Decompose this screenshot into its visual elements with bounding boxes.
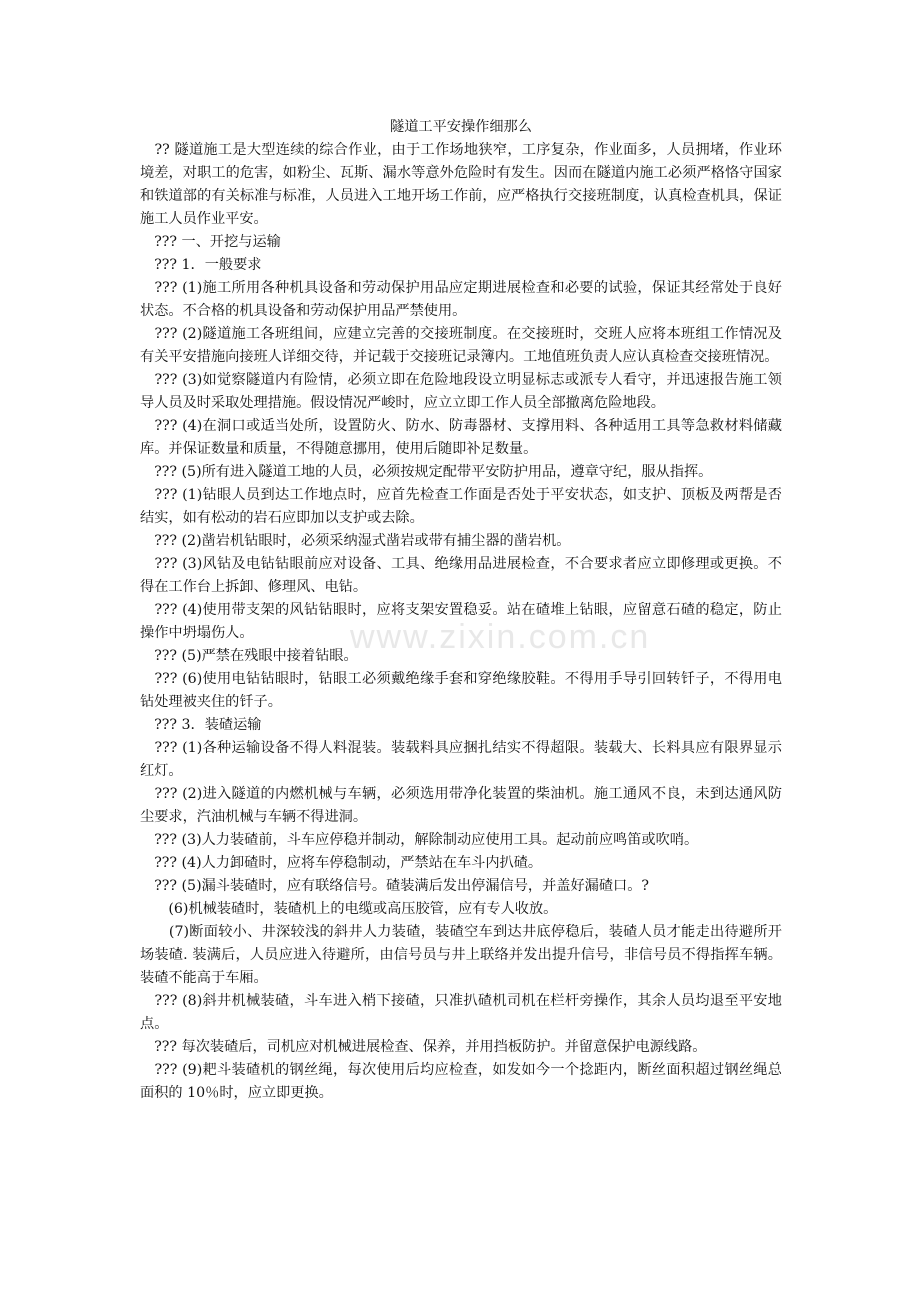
paragraph: ??? (2)凿岩机钻眼时，必须采纳湿式凿岩或带有捕尘器的凿岩机。 — [140, 533, 571, 549]
document-body — [140, 116, 782, 1105]
paragraph: ??? (9)耙斗装碴机的钢丝绳，每次使用后均应检查，如发如今一个捻距内，断丝面积超过钢丝绳总面积的 10％时，应立即更换。 — [140, 1062, 782, 1101]
section-heading: ??? 一、开挖与运输 — [140, 234, 281, 250]
paragraph: (7)断面较小、井深较浅的斜井人力装碴，装碴空车到达井底停稳后，装碴人员才能走出待避所开场装碴. 装满后，人员应进入待避所，由信号员与井上联络并发出提升信号，非信号员不得指挥车辆。装碴不能高于车厢。 — [140, 924, 782, 986]
paragraph: ??? (8)斜井机械装碴，斗车进入梢下接碴，只准扒碴机司机在栏杆旁操作，其余人员均退至平安地点。 — [140, 993, 782, 1032]
subsection-heading: ??? 1．一般要求 — [140, 257, 262, 273]
paragraph: ??? (5)所有进入隧道工地的人员，必须按规定配带平安防护用品，遵章守纪，服从指挥。 — [140, 464, 713, 480]
paragraph: ??? (3)风钻及电钻钻眼前应对设备、工具、绝缘用品进展检查，不合要求者应立即修理或更换。不得在工作台上拆卸、修理风、电钻。 — [140, 556, 782, 595]
paragraph: ??? (2)隧道施工各班组间，应建立完善的交接班制度。在交接班时，交班人应将本班组工作情况及有关平安措施向接班人详细交待，并记载于交接班记录簿内。工地值班负责人应认真检查交接班情况。 — [140, 326, 782, 365]
paragraph: ??? (4)使用带支架的风钻钻眼时，应将支架安置稳妥。站在碴堆上钻眼，应留意石碴的稳定，防止操作中坍塌伤人。 — [140, 602, 782, 641]
paragraph: ??? 每次装碴后，司机应对机械进展检查、保养，并用挡板防护。并留意保护电源线路。 — [140, 1039, 707, 1055]
watermark: www.zixin.com.cn — [350, 618, 651, 656]
paragraph: ??? (1)施工所用各种机具设备和劳动保护用品应定期进展检查和必要的试验，保证其经常处于良好状态。不合格的机具设备和劳动保护用品严禁使用。 — [140, 280, 782, 319]
paragraph: ??? (1)各种运输设备不得人料混装。装载料具应捆扎结实不得超限。装载大、长料具应有限界显示红灯。 — [140, 740, 782, 779]
document-title: 隧道工平安操作细那么 — [390, 119, 532, 135]
paragraph: ??? (3)如觉察隧道内有险情，必须立即在危险地段设立明显标志或派专人看守，并迅速报告施工领导人员及时采取处理措施。假设情况严峻时，应立立即工作人员全部撤离危险地段。 — [140, 372, 782, 411]
paragraph: ??? (6)使用电钻钻眼时，钻眼工必须戴绝缘手套和穿绝缘胶鞋。不得用手导引回转钎子，不得用电钻处理被夹住的钎子。 — [140, 671, 782, 710]
subsection-heading: ??? 3．装碴运输 — [140, 717, 262, 733]
paragraph: ??? (5)严禁在残眼中接着钻眼。 — [140, 648, 358, 664]
paragraph: ??? (3)人力装碴前，斗车应停稳并制动，解除制动应使用工具。起动前应鸣笛或吹哨。 — [140, 832, 699, 848]
paragraph: (6)机械装碴时，装碴机上的电缆或高压胶管，应有专人收放。 — [140, 901, 558, 917]
paragraph: ??? (5)漏斗装碴时，应有联络信号。碴装满后发出停漏信号，并盖好漏碴口。? — [140, 878, 650, 894]
paragraph: ??? (4)人力卸碴时，应将车停稳制动，严禁站在车斗内扒碴。 — [140, 855, 543, 871]
paragraph: ??? (4)在洞口或适当处所，设置防火、防水、防毒器材、支撑用料、各种适用工具等急救材料储藏库。并保证数量和质量，不得随意挪用，使用后随即补足数量。 — [140, 418, 782, 457]
paragraph-intro: ?? 隧道施工是大型连续的综合作业，由于工作场地狭窄，工序复杂，作业面多，人员拥堵，作业环境差，对职工的危害，如粉尘、瓦斯、漏水等意外危险时有发生。因而在隧道内施工必须严格恪守国家和铁道部的有关标准与标准，人员进入工地开场工作前，应严格执行交接班制度，认真检查机具，保证施工人员作业平安。 — [140, 142, 782, 227]
paragraph: ??? (1)钻眼人员到达工作地点时，应首先检查工作面是否处于平安状态，如支护、顶板及两帮是否结实，如有松动的岩石应即加以支护或去除。 — [140, 487, 782, 526]
paragraph: ??? (2)进入隧道的内燃机械与车辆，必须选用带净化装置的柴油机。施工通风不良，未到达通风防尘要求，汽油机械与车辆不得进洞。 — [140, 786, 782, 825]
